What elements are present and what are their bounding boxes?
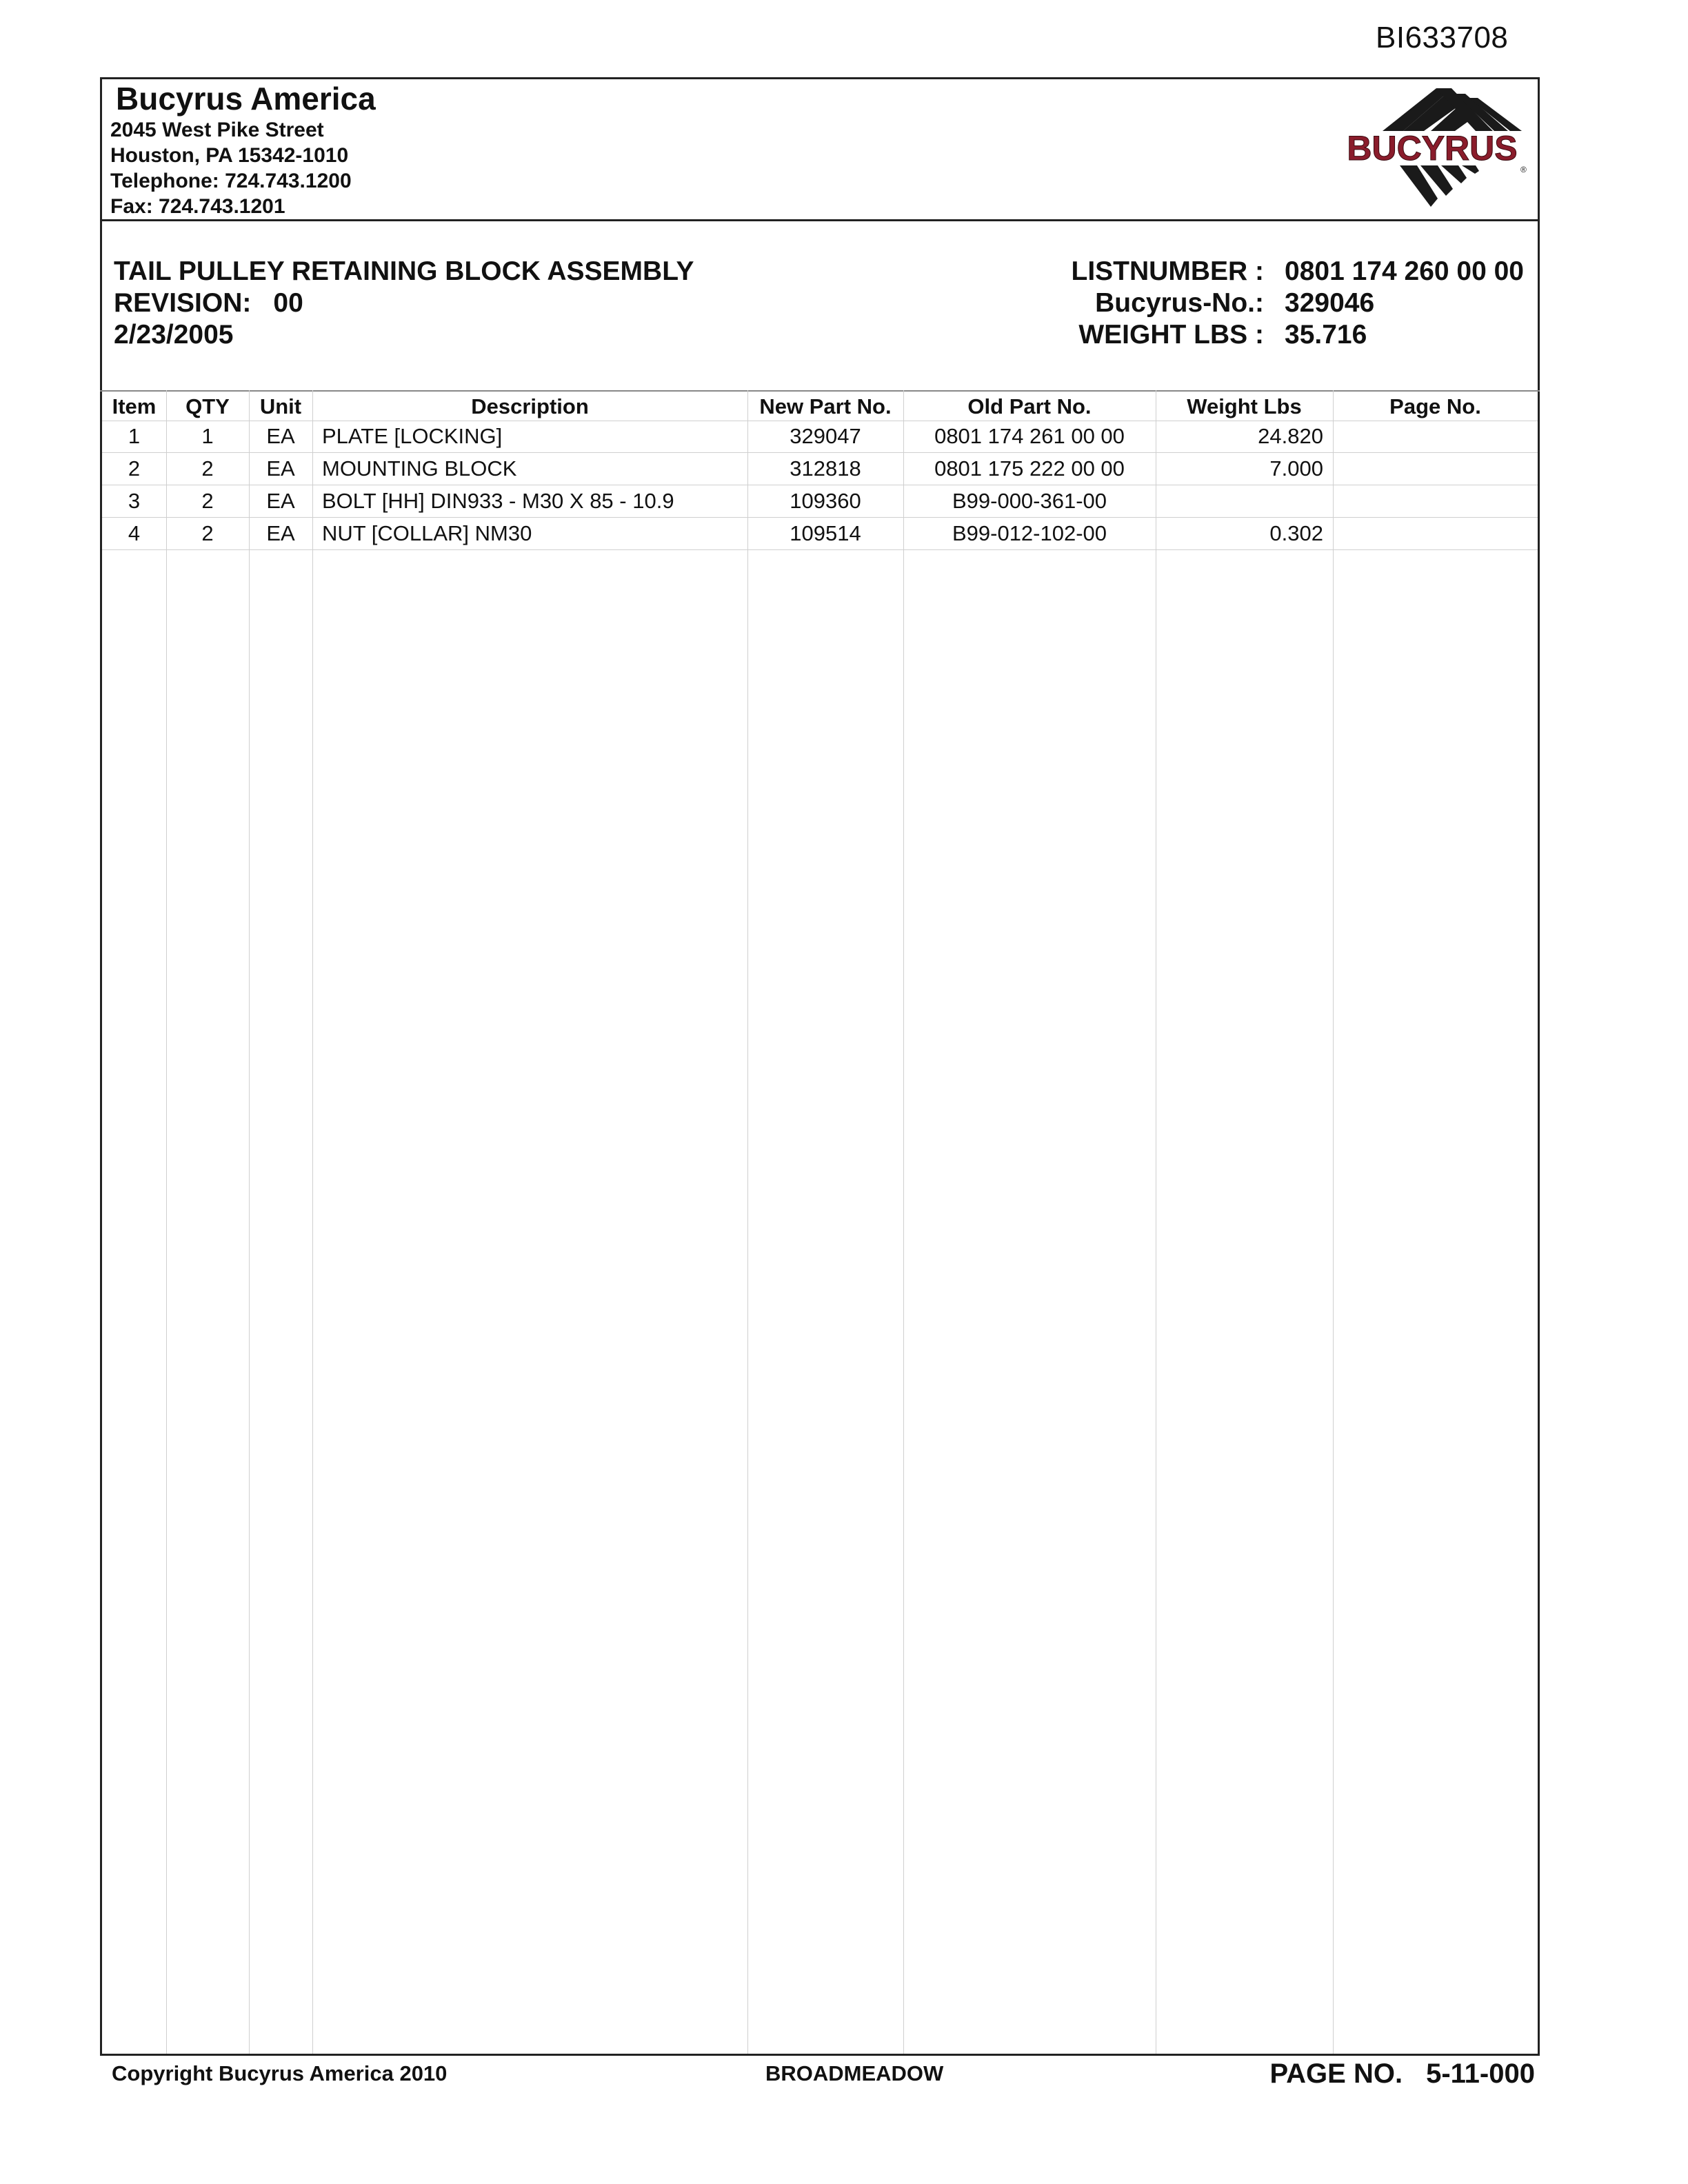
cell-item: 2 xyxy=(128,456,141,481)
revision-line xyxy=(114,288,303,318)
column-divider xyxy=(1333,390,1334,2054)
column-divider xyxy=(166,390,167,2054)
assembly-title: TAIL PULLEY RETAINING BLOCK ASSEMBLY xyxy=(114,256,694,286)
footer-copyright: Copyright Bucyrus America 2010 xyxy=(112,2061,448,2085)
header-old-part: Old Part No. xyxy=(967,394,1092,418)
company-fax: Fax: 724.743.1201 xyxy=(110,195,285,218)
header-divider xyxy=(100,219,1540,221)
document-id: BI633708 xyxy=(1376,21,1509,54)
cell-qty: 2 xyxy=(201,521,214,545)
assembly-date: 2/23/2005 xyxy=(114,320,234,350)
cell-new-part: 109360 xyxy=(790,489,861,513)
company-name: Bucyrus America xyxy=(116,81,376,117)
page-number-label: PAGE NO. xyxy=(1269,2059,1403,2089)
footer-site: BROADMEADOW xyxy=(765,2061,944,2085)
bucyrus-logo xyxy=(1334,88,1531,212)
cell-item: 3 xyxy=(128,489,141,513)
cell-new-part: 109514 xyxy=(790,521,861,545)
cell-qty: 2 xyxy=(201,489,214,513)
cell-old-part: B99-000-361-00 xyxy=(952,489,1107,513)
page-number-value: 5-11-000 xyxy=(1426,2059,1535,2089)
row-divider xyxy=(102,549,1538,550)
column-divider xyxy=(903,390,904,2054)
logo-wordmark: BUCYRUS xyxy=(1347,129,1518,168)
cell-weight: 24.820 xyxy=(1258,424,1323,448)
header-unit: Unit xyxy=(259,394,302,418)
bucyrus-no-label: Bucyrus-No.: xyxy=(1095,288,1264,318)
cell-item: 1 xyxy=(128,424,141,448)
info-divider xyxy=(100,390,1540,392)
cell-old-part: 0801 174 261 00 00 xyxy=(934,424,1125,448)
cell-page xyxy=(1333,485,1538,517)
cell-unit: EA xyxy=(266,456,295,481)
revision-value: 00 xyxy=(273,288,303,318)
cell-new-part: 329047 xyxy=(790,424,861,448)
cell-unit: EA xyxy=(266,489,295,513)
cell-item: 4 xyxy=(128,521,141,545)
company-city: Houston, PA 15342-1010 xyxy=(110,144,349,167)
cell-weight: 7.000 xyxy=(1269,456,1323,481)
page-frame xyxy=(100,77,1540,2056)
cell-description: PLATE [LOCKING] xyxy=(322,424,503,448)
header-description: Description xyxy=(471,394,589,418)
header-item: Item xyxy=(112,394,157,418)
cell-qty: 2 xyxy=(201,456,214,481)
header-new-part: New Part No. xyxy=(759,394,892,418)
listnumber-label: LISTNUMBER : xyxy=(1071,256,1264,286)
header-qty: QTY xyxy=(185,394,230,418)
weight-value: 35.716 xyxy=(1285,320,1367,350)
cell-page xyxy=(1333,421,1538,452)
bucyrus-no-value: 329046 xyxy=(1285,288,1375,318)
cell-page xyxy=(1333,453,1538,485)
cell-old-part: B99-012-102-00 xyxy=(952,521,1107,545)
cell-weight xyxy=(1156,485,1333,517)
company-address: 2045 West Pike Street xyxy=(110,119,324,141)
cell-qty: 1 xyxy=(201,424,214,448)
cell-unit: EA xyxy=(266,521,295,545)
cell-description: NUT [COLLAR] NM30 xyxy=(322,521,532,545)
svg-text:®: ® xyxy=(1520,165,1527,174)
cell-description: MOUNTING BLOCK xyxy=(322,456,517,481)
revision-label: REVISION: xyxy=(114,288,252,318)
column-divider xyxy=(249,390,250,2054)
footer-page-number xyxy=(1269,2059,1535,2090)
weight-label: WEIGHT LBS : xyxy=(1078,320,1264,350)
cell-description: BOLT [HH] DIN933 - M30 X 85 - 10.9 xyxy=(322,489,674,513)
column-divider xyxy=(312,390,313,2054)
cell-unit: EA xyxy=(266,424,295,448)
header-weight: Weight Lbs xyxy=(1187,394,1302,418)
cell-weight: 0.302 xyxy=(1269,521,1323,545)
company-telephone: Telephone: 724.743.1200 xyxy=(110,170,352,192)
cell-page xyxy=(1333,518,1538,549)
cell-old-part: 0801 175 222 00 00 xyxy=(934,456,1125,481)
cell-new-part: 312818 xyxy=(790,456,861,481)
column-divider xyxy=(747,390,748,2054)
header-page: Page No. xyxy=(1389,394,1481,418)
listnumber-value: 0801 174 260 00 00 xyxy=(1285,256,1525,286)
